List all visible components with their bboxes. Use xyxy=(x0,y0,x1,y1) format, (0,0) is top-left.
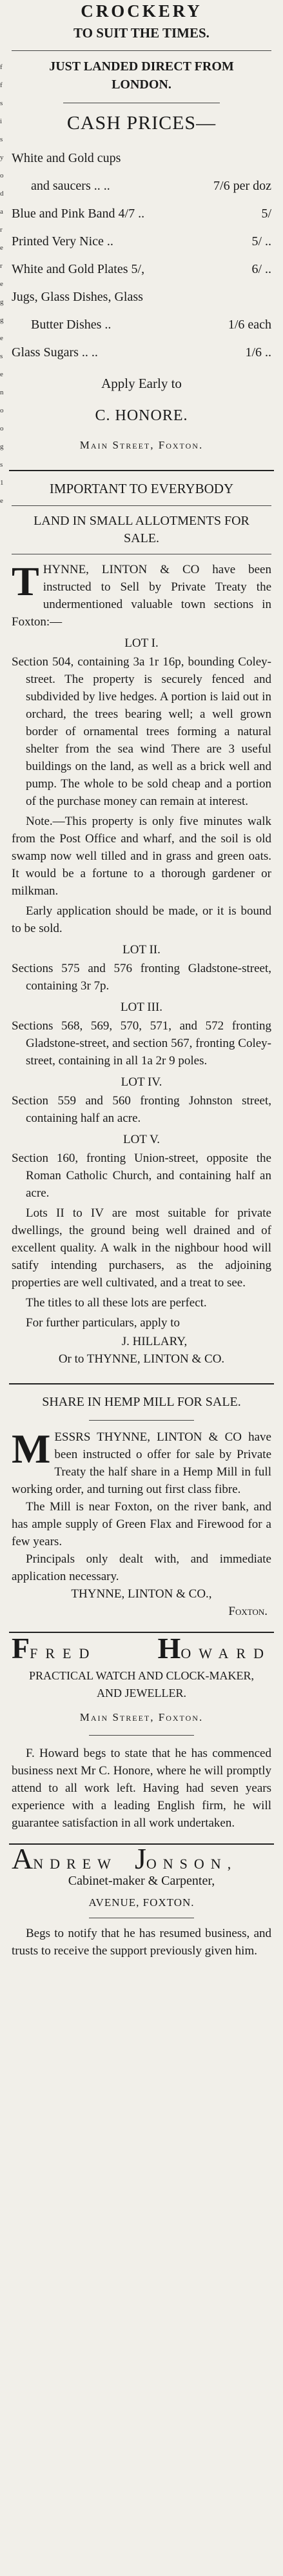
margin-letter: o xyxy=(0,407,4,414)
newspaper-column xyxy=(9,0,274,1960)
crockery-subtitle: TO SUIT THE TIMES. xyxy=(73,25,210,41)
howard-ad xyxy=(9,1632,274,1832)
jonson-address: AVENUE, FOXTON. xyxy=(88,1896,195,1909)
hemp-mill-ad xyxy=(9,1394,274,1620)
cash-prices: CASH PRICES— xyxy=(66,112,217,134)
hemp-title: SHARE IN HEMP MILL FOR SALE. xyxy=(42,1395,241,1409)
lot-label: LOT IV. xyxy=(121,1075,162,1089)
margin-letter: s xyxy=(0,99,3,107)
margin-letter: g xyxy=(0,316,4,324)
price-row xyxy=(12,311,271,339)
jonson-ad xyxy=(9,1842,274,1960)
crockery-ad xyxy=(9,1,274,452)
agent-thynne: Or to THYNNE, LINTON & CO. xyxy=(58,1352,225,1366)
land-allotments-ad xyxy=(9,480,274,1368)
howard-body: F. Howard begs to state that he has commenced business next Mr C. Honore, where he will promptly attend to all work left. Having had seven years experience with a leading English firm, he will guarantee satisfaction in all work undertaken. xyxy=(12,1747,271,1830)
margin-letter: o xyxy=(0,172,4,179)
left-margin-fragments xyxy=(0,58,8,510)
price-list xyxy=(12,145,271,367)
price-item-name: Glass Sugars .. .. xyxy=(12,345,98,360)
lot-text: Sections 568, 569, 570, 571, and 572 fronting Gladstone-street, and section 567, fronting Coley-street, containing in all 1a 2r 9 poles. xyxy=(12,1019,271,1068)
price-item-name: Blue and Pink Band 4/7 .. xyxy=(12,207,145,221)
margin-letter: f xyxy=(0,81,3,89)
lot-text: Sections 575 and 576 fronting Gladstone-street, containing 3r 7p. xyxy=(12,962,271,993)
lot-text: The titles to all these lots are perfect. xyxy=(26,1296,207,1310)
lot-text: Lots II to IV are most suitable for private dwellings, the ground being well drained and of excellent quality. A walk in the nighbour hood will satify intending purchasers, as the adjoining properties are well cultivated, and a treat to see. xyxy=(12,1206,271,1290)
howard-last-name: HOWARD xyxy=(157,1632,271,1665)
margin-letter: i xyxy=(0,117,3,125)
margin-letter: r xyxy=(0,262,3,270)
lot-label: LOT II. xyxy=(122,943,161,957)
jonson-body: Begs to notify that he has resumed business, and trusts to receive the support previously given him. xyxy=(12,1927,271,1958)
price-row xyxy=(12,283,271,311)
price-item-name: Jugs, Glass Dishes, Glass xyxy=(12,290,143,304)
further-particulars: For further particulars, apply to xyxy=(26,1316,181,1330)
price-item-price: 5/ xyxy=(261,207,271,221)
lot-text: Section 504, containing 3a 1r 16p, bounding Coley-street. The property is securely fenced and subdivided by live hedges. A portion is laid out in orchard, the trees bearing well; a well grown border of ornamental trees forming a natural shelter from the sea wind There are 3 useful buildings on the land, as well as a brick well and pump. The whole to be sold cheap and a portion of the purchase money can remain at interest. xyxy=(12,655,271,808)
margin-letter: s xyxy=(0,461,3,469)
price-item-price: 7/6 per doz xyxy=(213,179,271,193)
lot-text: Note.—This property is only five minutes walk from the Post Office and wharf, and the soil is old swamp now well tilled and in grass and green oats. It would be a fortune to a thorough gardener or milkman. xyxy=(12,815,271,898)
margin-letter: s xyxy=(0,136,3,143)
margin-letter: f xyxy=(0,63,3,71)
crockery-title: CROCKERY xyxy=(81,1,202,21)
margin-letter: g xyxy=(0,443,4,451)
honore-name: C. HONORE. xyxy=(95,407,188,424)
jonson-name: ANDREW JONSON, xyxy=(12,1842,238,1875)
hemp-place: Foxton. xyxy=(228,1605,268,1618)
dropcap-m: M xyxy=(12,1426,51,1472)
margin-letter: s xyxy=(0,352,3,360)
price-item-name: White and Gold Plates 5/, xyxy=(12,262,145,276)
howard-first-name: FFRED xyxy=(12,1632,97,1665)
price-item-price: 1/6 .. xyxy=(245,345,271,360)
allotments-title: LAND IN SMALL ALLOTMENTS FOR SALE. xyxy=(34,514,249,545)
howard-trade: PRACTICAL WATCH AND CLOCK-MAKER, AND JEWELLER. xyxy=(28,1669,255,1699)
price-item-name: Printed Very Nice .. xyxy=(12,234,113,248)
margin-letter: r xyxy=(0,226,3,234)
price-row xyxy=(12,228,271,256)
margin-letter: d xyxy=(0,190,4,198)
lot-text: Section 559 and 560 fronting Johnston street, containing half an acre. xyxy=(12,1094,271,1125)
price-item-name: Butter Dishes .. xyxy=(31,318,112,332)
price-item-price: 5/ .. xyxy=(251,234,271,248)
lot-label: LOT III. xyxy=(120,1000,163,1014)
dropcap-t: T xyxy=(12,558,39,604)
margin-letter: 1 xyxy=(0,479,4,487)
margin-letter: n xyxy=(0,389,4,396)
margin-letter: a xyxy=(0,208,3,216)
hemp-text1: ESSRS THYNNE, LINTON & CO have been instructed o offer for sale by Private Treaty the half share in a Hemp Mill in full working order, and turning out first class fibre. xyxy=(12,1430,271,1496)
margin-letter: g xyxy=(0,298,4,306)
howard-address: Main Street, Foxton. xyxy=(79,1711,204,1723)
price-item-name: White and Gold cups xyxy=(12,151,121,165)
margin-letter: e xyxy=(0,280,3,288)
agent-hillary: J. HILLARY, xyxy=(121,1335,188,1348)
margin-letter: e xyxy=(0,334,3,342)
price-row xyxy=(12,256,271,283)
lot-label: LOT I. xyxy=(124,636,159,650)
margin-letter: e xyxy=(0,370,3,378)
honore-address: Main Street, Foxton. xyxy=(79,439,204,451)
margin-letter: o xyxy=(0,425,4,432)
hemp-text2: The Mill is near Foxton, on the river bank, and has ample supply of Green Flax and Firewood for a few years. xyxy=(12,1500,271,1548)
price-row xyxy=(12,172,271,200)
price-item-price: 1/6 each xyxy=(228,318,271,332)
price-item-name: and saucers .. .. xyxy=(31,179,110,193)
price-row xyxy=(12,145,271,172)
jonson-trade: Cabinet-maker & Carpenter, xyxy=(68,1874,215,1888)
margin-letter: e xyxy=(0,244,3,252)
price-item-price: 6/ .. xyxy=(251,262,271,276)
hemp-text3: Principals only dealt with, and immediate application necessary. xyxy=(12,1552,271,1583)
allotments-heading: IMPORTANT TO EVERYBODY xyxy=(49,481,234,496)
lot-text: Early application should be made, or it is bound to be sold. xyxy=(12,904,271,935)
just-landed: JUST LANDED DIRECT FROM LONDON. xyxy=(49,59,234,92)
price-row xyxy=(12,200,271,228)
hemp-sign: THYNNE, LINTON & CO., xyxy=(71,1587,212,1601)
lots-list xyxy=(12,634,271,1312)
allotments-intro: HYNNE, LINTON & CO have been instructed to Sell by Private Treaty the undermentioned valuable town sections in Foxton:— xyxy=(12,563,271,629)
lot-label: LOT V. xyxy=(122,1133,161,1146)
apply-early: Apply Early to xyxy=(101,376,182,391)
price-row xyxy=(12,339,271,367)
margin-letter: y xyxy=(0,154,4,161)
lot-text: Section 160, fronting Union-street, opposite the Roman Catholic Church, and containing half an acre. xyxy=(12,1151,271,1200)
margin-letter: e xyxy=(0,497,3,505)
